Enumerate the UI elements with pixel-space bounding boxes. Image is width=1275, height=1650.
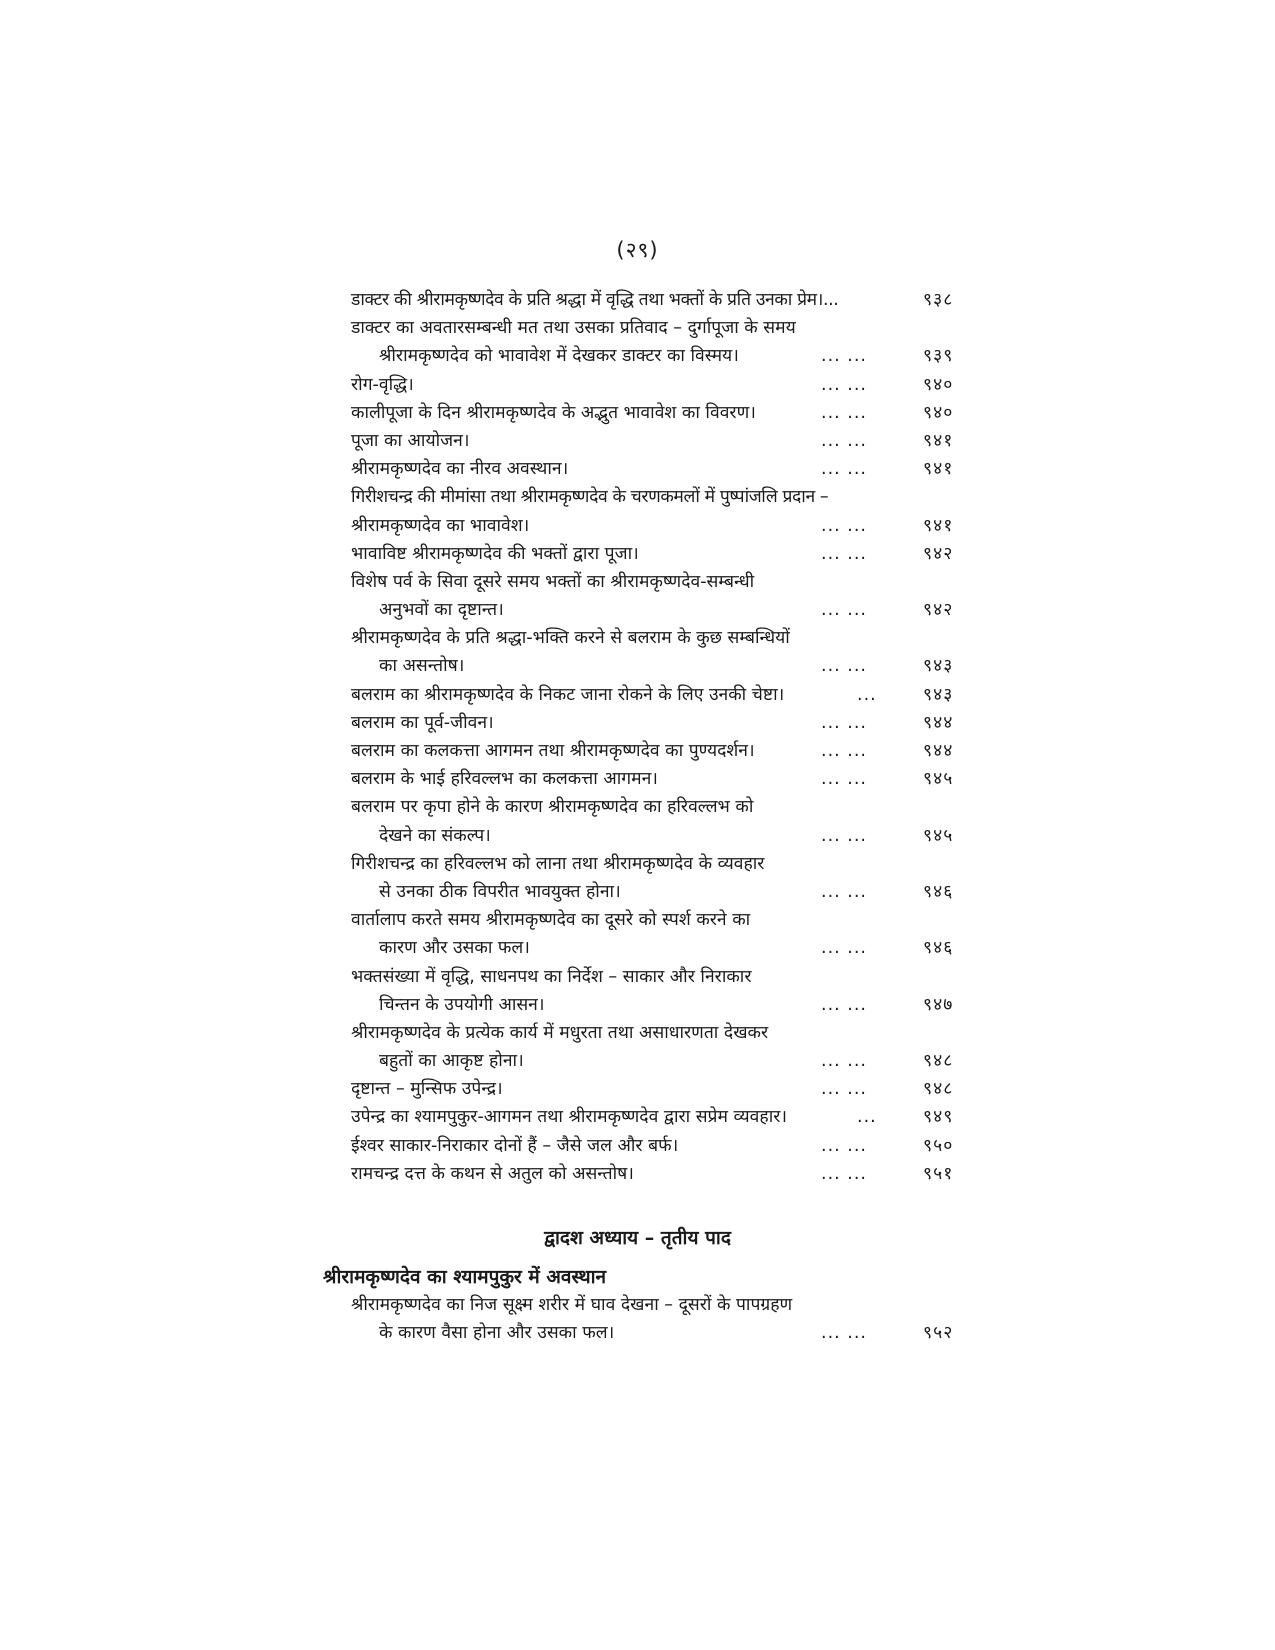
entry-page: ९५२	[923, 1323, 954, 1344]
entry-title: उपेन्द्र का श्यामपुकुर-आगमन तथा श्रीरामकृष्णदेव द्वारा सप्रेम व्यवहार।	[351, 1107, 788, 1128]
entry-dots: ... ...	[821, 881, 867, 902]
entry-title: बलराम के भाई हरिवल्लभ का कलकत्ता आगमन।	[351, 769, 658, 790]
entry-page: ९४६	[923, 938, 954, 959]
entry-dots: ... ...	[821, 515, 867, 536]
entry-title: से उनका ठीक विपरीत भावयुक्त होना।	[379, 881, 621, 902]
entry-title: गिरीशचन्द्र का हरिवल्लभ को लाना तथा श्रीरामकृष्णदेव के व्यवहार	[351, 853, 765, 874]
toc-entry	[351, 737, 971, 765]
entry-dots: ...	[857, 684, 877, 705]
entry-page: ९४७	[923, 994, 954, 1015]
entry-title: भावाविष्ट श्रीरामकृष्णदेव की भक्तों द्वारा पूजा।	[351, 543, 639, 564]
entry-title: का असन्तोष।	[379, 656, 465, 677]
entry-dots: ... ...	[821, 1051, 867, 1072]
toc-entry	[351, 1103, 971, 1131]
toc-entry	[351, 652, 971, 680]
toc-entry	[351, 991, 971, 1019]
entry-title: पूजा का आयोजन।	[351, 430, 470, 451]
entry-dots: ... ...	[821, 374, 867, 395]
entry-page: ९४२	[923, 543, 954, 564]
toc-entry	[351, 850, 971, 878]
toc-entry	[351, 512, 971, 540]
toc-entry	[351, 681, 971, 709]
entry-page: ९४९	[923, 1107, 954, 1128]
chapter-heading: द्वादश अध्याय – तृतीय पाद	[544, 1227, 731, 1249]
entry-dots: ... ...	[821, 1079, 867, 1100]
entry-dots: ... ...	[821, 430, 867, 451]
entry-dots: ... ...	[821, 600, 867, 621]
entry-dots: ... ...	[821, 1135, 867, 1156]
entry-title: ईश्वर साकार-निराकार दोनों हैं – जैसे जल और बर्फ।	[351, 1135, 679, 1156]
entry-page: ९३८	[923, 290, 954, 310]
entry-title: श्रीरामकृष्णदेव के प्रत्येक कार्य में मधुरता तथा असाधारणता देखकर	[351, 1022, 769, 1043]
entry-page: ९४८	[923, 1079, 954, 1100]
toc-entry	[351, 286, 971, 314]
entry-title: कालीपूजा के दिन श्रीरामकृष्णदेव के अद्भुत भावावेश का विवरण।	[351, 402, 756, 423]
entry-page: ९५१	[923, 1163, 954, 1184]
entry-dots: ... ...	[821, 346, 867, 367]
toc-entry	[351, 1319, 971, 1347]
entry-title: श्रीरामकृष्णदेव को भावावेश में देखकर डाक्टर का विस्मय।	[379, 346, 739, 367]
toc-entry	[351, 709, 971, 737]
toc-entry	[351, 906, 971, 934]
entry-page: ९४१	[923, 459, 954, 480]
entry-title: बलराम का कलकत्ता आगमन तथा श्रीरामकृष्णदेव का पुण्यदर्शन।	[351, 741, 755, 761]
toc-entry	[351, 963, 971, 991]
toc-entry	[351, 568, 971, 596]
entry-title: देखने का संकल्प।	[379, 825, 491, 846]
toc-entry	[351, 1132, 971, 1160]
toc-entry	[351, 314, 971, 342]
entry-title: दृष्टान्त – मुन्सिफ उपेन्द्र।	[351, 1079, 503, 1100]
entry-title: भक्तसंख्या में वृद्धि, साधनपथ का निर्देश – साकार और निराकार	[351, 966, 752, 987]
entry-dots: ... ...	[821, 712, 867, 733]
entry-dots: ... ...	[821, 825, 867, 846]
entry-dots: ... ...	[821, 994, 867, 1015]
entry-dots: ... ...	[821, 402, 867, 423]
entry-page: ९४४	[923, 741, 954, 761]
toc-entry	[351, 878, 971, 906]
entry-title: श्रीरामकृष्णदेव के प्रति श्रद्धा-भक्ति करने से बलराम के कुछ सम्बन्धियों	[351, 628, 790, 649]
toc-entry	[351, 483, 971, 511]
entry-page: ९४१	[923, 515, 954, 536]
entry-title: के कारण वैसा होना और उसका फल।	[379, 1323, 615, 1344]
section-contents	[351, 1291, 971, 1347]
entry-dots: ... ...	[821, 741, 867, 761]
table-of-contents	[351, 286, 971, 1188]
section-title: श्रीरामकृष्णदेव का श्यामपुकुर में अवस्थान	[323, 1266, 607, 1288]
toc-entry	[351, 596, 971, 624]
entry-page: ९४५	[923, 825, 954, 846]
entry-dots: ... ...	[821, 769, 867, 790]
entry-page: ९४०	[923, 402, 954, 423]
entry-dots: ...	[857, 1107, 877, 1128]
entry-title: वार्तालाप करते समय श्रीरामकृष्णदेव का दूसरे को स्पर्श करने का	[351, 910, 751, 931]
entry-title: गिरीशचन्द्र की मीमांसा तथा श्रीरामकृष्णदेव के चरणकमलों में पुष्पांजलि प्रदान –	[351, 487, 829, 508]
toc-entry	[351, 540, 971, 568]
entry-dots: ... ...	[821, 656, 867, 677]
entry-title: विशेष पर्व के सिवा दूसरे समय भक्तों का श्रीरामकृष्णदेव-सम्बन्धी	[351, 571, 755, 592]
entry-page: ९४३	[923, 684, 954, 705]
entry-title: रोग-वृद्धि।	[351, 374, 414, 395]
toc-entry	[351, 934, 971, 962]
entry-page: ९४३	[923, 656, 954, 677]
entry-title: डाक्टर की श्रीरामकृष्णदेव के प्रति श्रद्धा में वृद्धि तथा भक्तों के प्रति उनका प्रेम।...	[351, 290, 839, 310]
entry-title: श्रीरामकृष्णदेव का निज सूक्ष्म शरीर में घाव देखना – दूसरों के पापग्रहण	[351, 1295, 793, 1315]
entry-title: कारण और उसका फल।	[379, 938, 530, 959]
entry-page: ९४२	[923, 600, 954, 621]
entry-title: बलराम पर कृपा होने के कारण श्रीरामकृष्णदेव का हरिवल्लभ को	[351, 797, 754, 818]
entry-page: ९४८	[923, 1051, 954, 1072]
entry-dots: ... ...	[821, 938, 867, 959]
toc-entry	[351, 399, 971, 427]
entry-title: श्रीरामकृष्णदेव का नीरव अवस्थान।	[351, 459, 569, 480]
entry-page: ९३९	[923, 346, 954, 367]
entry-page: ९४४	[923, 712, 954, 733]
page-number: (२९)	[616, 238, 659, 262]
toc-entry	[351, 1047, 971, 1075]
entry-dots: ... ...	[821, 543, 867, 564]
entry-page: ९५०	[923, 1135, 954, 1156]
toc-entry	[351, 342, 971, 370]
entry-page: ९४६	[923, 881, 954, 902]
toc-entry	[351, 822, 971, 850]
entry-title: बलराम का पूर्व-जीवन।	[351, 712, 494, 733]
entry-title: बलराम का श्रीरामकृष्णदेव के निकट जाना रोकने के लिए उनकी चेष्टा।	[351, 684, 785, 705]
entry-page: ९४१	[923, 430, 954, 451]
toc-entry	[351, 1291, 971, 1319]
toc-entry	[351, 455, 971, 483]
entry-title: बहुतों का आकृष्ट होना।	[379, 1051, 524, 1072]
toc-entry	[351, 1019, 971, 1047]
toc-entry	[351, 793, 971, 821]
toc-entry	[351, 371, 971, 399]
entry-title: श्रीरामकृष्णदेव का भावावेश।	[351, 515, 530, 536]
entry-dots: ... ...	[821, 1163, 867, 1184]
toc-entry	[351, 1160, 971, 1188]
toc-entry	[351, 427, 971, 455]
entry-title: डाक्टर का अवतारसम्बन्धी मत तथा उसका प्रतिवाद – दुर्गापूजा के समय	[351, 318, 796, 339]
entry-title: चिन्तन के उपयोगी आसन।	[379, 994, 545, 1015]
entry-page: ९४०	[923, 374, 954, 395]
toc-entry	[351, 1075, 971, 1103]
toc-entry	[351, 765, 971, 793]
entry-title: रामचन्द्र दत्त के कथन से अतुल को असन्तोष।	[351, 1163, 634, 1184]
entry-dots: ... ...	[821, 1323, 867, 1344]
toc-entry	[351, 624, 971, 652]
entry-title: अनुभवों का दृष्टान्त।	[379, 600, 504, 621]
entry-page: ९४५	[923, 769, 954, 790]
entry-dots: ... ...	[821, 459, 867, 480]
